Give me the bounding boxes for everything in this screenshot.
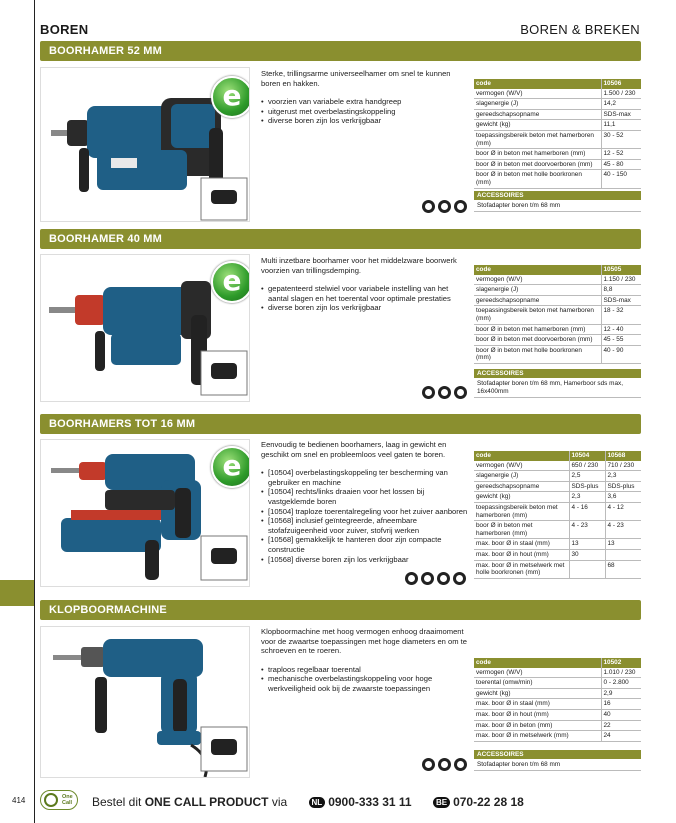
table-row <box>474 306 641 324</box>
spec-value: 40 <box>601 709 641 720</box>
spec-value: 16 <box>601 699 641 710</box>
intro-text: Sterke, trillingsarme universeelhamer om snel te kunnen boren en hakken. <box>261 69 451 88</box>
spec-label: slagenergie (J) <box>474 99 601 110</box>
section-title-boorhamer-52: BOORHAMER 52 MM <box>40 41 641 61</box>
spec-value: 2,9 <box>601 688 641 699</box>
ear-protection-icon <box>438 200 451 213</box>
spec-header-code: 10505 <box>601 265 641 275</box>
feature-item: • traploos regelbaar toerental <box>261 665 471 675</box>
accessoires-header: ACCESSOIRES <box>474 750 641 759</box>
logo-text-top: One <box>62 794 73 800</box>
table-row <box>474 731 641 742</box>
spec-value: SDS-plus <box>605 481 641 492</box>
spec-label: gewicht (kg) <box>474 120 601 131</box>
spec-value: 12 - 40 <box>601 324 641 335</box>
spec-table-boorhamer-52 <box>474 79 641 189</box>
spec-header-code: 10506 <box>601 79 641 89</box>
spec-value: 4 - 23 <box>569 521 605 539</box>
table-row <box>474 668 641 678</box>
accessoires-header: ACCESSOIRES <box>474 369 641 378</box>
description-boorhamers-16 <box>261 440 471 564</box>
order-suffix: via <box>271 795 288 809</box>
description-klopboormachine <box>261 627 471 694</box>
table-row <box>474 471 641 482</box>
feature-item: • mechanische overbelastingskoppeling voor hoge werkveiligheid ook bij de zwaarste toepassingen <box>261 674 471 693</box>
spec-table-klopboormachine <box>474 658 641 742</box>
safety-glasses-icon <box>454 758 467 771</box>
spec-label: max. boor Ø in metselwerk met holle boorkronen (mm) <box>474 560 569 578</box>
spec-label: gereedschapsopname <box>474 295 601 306</box>
spec-label: boor Ø in beton met holle boorkronen (mm) <box>474 345 601 363</box>
ear-protection-icon <box>437 572 450 585</box>
table-row <box>474 130 641 148</box>
section-title-boorhamer-40: BOORHAMER 40 MM <box>40 229 641 249</box>
spec-label: slagenergie (J) <box>474 285 601 296</box>
spec-value: 45 - 55 <box>601 335 641 346</box>
spec-table-boorhamer-40 <box>474 265 641 364</box>
spec-value: 40 - 150 <box>601 170 641 188</box>
table-row <box>474 345 641 363</box>
table-row <box>474 285 641 296</box>
impact-drill-drawing <box>41 627 250 778</box>
side-tab-marker <box>0 580 34 606</box>
spec-value: 2,3 <box>605 471 641 482</box>
eco-badge-icon: e <box>211 446 250 488</box>
spec-label: vermogen (W/V) <box>474 275 601 285</box>
table-row <box>474 720 641 731</box>
spec-label: max. boor Ø in staal (mm) <box>474 699 601 710</box>
eco-badge-icon: e <box>211 76 250 118</box>
table-row <box>474 709 641 720</box>
spec-value: 3,6 <box>605 492 641 503</box>
spec-header-label: code <box>474 265 601 275</box>
spec-value: SDS-max <box>601 295 641 306</box>
ppe-icons <box>405 572 466 585</box>
page-title: BOREN <box>40 22 89 37</box>
ppe-icons <box>422 200 467 213</box>
spec-label: boor Ø in beton met doorvoerboren (mm) <box>474 159 601 170</box>
page-number: 414 <box>12 796 26 805</box>
spec-label: toepassingsbereik beton met hamerboren (mm) <box>474 306 601 324</box>
spec-value: 4 - 12 <box>605 502 641 520</box>
spec-value: 0 - 2.800 <box>601 678 641 689</box>
spec-value: 8,8 <box>601 285 641 296</box>
table-row <box>474 699 641 710</box>
spec-value: 12 - 52 <box>601 149 641 160</box>
table-row <box>474 560 641 578</box>
feature-item: • uitgerust met overbelastingskoppeling <box>261 107 471 117</box>
spec-value: 1.500 / 230 <box>601 89 641 99</box>
table-row <box>474 481 641 492</box>
left-margin-line <box>34 0 35 823</box>
nl-phone-number[interactable]: 0900-333 31 11 <box>328 795 412 809</box>
logo-text-bottom: Call <box>62 800 73 806</box>
spec-table-boorhamers-16 <box>474 451 641 579</box>
spec-label: boor Ø in beton met doorvoerboren (mm) <box>474 335 601 346</box>
feature-list <box>261 468 471 564</box>
dust-mask-icon <box>405 572 418 585</box>
table-row <box>474 109 641 120</box>
eco-badge-icon: e <box>211 261 250 303</box>
spec-header-code: 10502 <box>601 658 641 668</box>
feature-list <box>261 284 471 313</box>
spec-label: vermogen (W/V) <box>474 461 569 471</box>
spec-value <box>605 549 641 560</box>
spec-label: max. boor Ø in metselwerk (mm) <box>474 731 601 742</box>
one-call-logo <box>40 790 78 810</box>
feature-item: • [10504] overbelastingskoppeling ter bescherming van gebruiker en machine <box>261 468 471 487</box>
spec-value: 1.010 / 230 <box>601 668 641 678</box>
table-row <box>474 170 641 188</box>
feature-item: • [10504] rechts/links draaien voor het lossen bij vastgeklemde boren <box>261 487 471 506</box>
safety-gloves-icon <box>422 200 435 213</box>
accessoires-text: Stofadapter boren t/m 68 mm, Hamerboor sds max, 16x400mm <box>474 379 641 398</box>
table-row <box>474 678 641 689</box>
feature-item: • [10504] traploze toerentalregeling voor het zuiver aanboren <box>261 507 471 517</box>
spec-value: 2,3 <box>569 492 605 503</box>
spec-value: 4 - 23 <box>605 521 641 539</box>
be-country-badge: BE <box>433 797 450 808</box>
spec-value: SDS-max <box>601 109 641 120</box>
spec-value <box>569 560 605 578</box>
spec-label: toepassingsbereik beton met hamerboren (mm) <box>474 130 601 148</box>
one-call-logo-icon <box>44 793 58 807</box>
table-row <box>474 99 641 110</box>
spec-header-code: 10568 <box>605 451 641 461</box>
section-title-boorhamers-16: BOORHAMERS TOT 16 MM <box>40 414 641 434</box>
be-phone-number[interactable]: 070-22 28 18 <box>453 795 524 809</box>
spec-value: 14,2 <box>601 99 641 110</box>
section-title-klopboormachine: KLOPBOORMACHINE <box>40 600 641 620</box>
spec-header-row <box>474 79 641 89</box>
ear-protection-icon <box>438 758 451 771</box>
feature-item: • diverse boren zijn los verkrijgbaar <box>261 303 471 313</box>
spec-label: max. boor Ø in hout (mm) <box>474 549 569 560</box>
spec-value: 68 <box>605 560 641 578</box>
spec-value: 40 - 90 <box>601 345 641 363</box>
spec-label: vermogen (W/V) <box>474 668 601 678</box>
product-photo-klopboormachine <box>40 626 250 778</box>
spec-value: 2,5 <box>569 471 605 482</box>
spec-header-row <box>474 265 641 275</box>
spec-value: 24 <box>601 731 641 742</box>
description-boorhamer-40 <box>261 256 471 313</box>
spec-label: boor Ø in beton met holle boorkronen (mm) <box>474 170 601 188</box>
accessoires-header: ACCESSOIRES <box>474 191 641 200</box>
spec-label: vermogen (W/V) <box>474 89 601 99</box>
table-row <box>474 539 641 550</box>
intro-text: Klopboormachine met hoog vermogen enhoog draaimoment voor de zwaartse toepassingen met hoge diameters en om te schroeven en te roeren. <box>261 627 467 656</box>
spec-value: 710 / 230 <box>605 461 641 471</box>
intro-text: Eenvoudig te bedienen boorhamers, laag in gewicht en geschikt om snel en probleemloos veel gaten te boren. <box>261 440 447 459</box>
product-photo-boorhamer-52 <box>40 67 250 222</box>
table-row <box>474 324 641 335</box>
table-row <box>474 275 641 285</box>
spec-label: gereedschapsopname <box>474 481 569 492</box>
ppe-icons <box>422 386 467 399</box>
order-product: ONE CALL PRODUCT <box>144 795 269 809</box>
spec-label: toerental (omw/min) <box>474 678 601 689</box>
safety-glasses-icon <box>454 386 467 399</box>
safety-gloves-icon <box>422 386 435 399</box>
ear-protection-icon <box>438 386 451 399</box>
spec-label: boor Ø in beton met hamerboren (mm) <box>474 521 569 539</box>
nl-country-badge: NL <box>309 797 326 808</box>
spec-header-row <box>474 658 641 668</box>
table-row <box>474 89 641 99</box>
product-photo-boorhamers-16 <box>40 439 250 587</box>
spec-value: 4 - 16 <box>569 502 605 520</box>
spec-label: gewicht (kg) <box>474 492 569 503</box>
intro-text: Multi inzetbare boorhamer voor het middelzware boorwerk voorzien van trillingsdemping. <box>261 256 457 275</box>
spec-header-label: code <box>474 79 601 89</box>
order-prefix: Bestel dit <box>92 795 142 809</box>
accessoires-text: Stofadapter boren t/m 68 mm <box>474 201 641 212</box>
spec-label: boor Ø in beton met hamerboren (mm) <box>474 324 601 335</box>
table-row <box>474 120 641 131</box>
spec-value: 30 <box>569 549 605 560</box>
feature-item: • [10568] gemakkelijk te hanteren door zijn compacte constructie <box>261 535 471 554</box>
safety-gloves-icon <box>422 758 435 771</box>
safety-glasses-icon <box>454 200 467 213</box>
spec-value: 1.150 / 230 <box>601 275 641 285</box>
spec-label: boor Ø in beton met hamerboren (mm) <box>474 149 601 160</box>
table-row <box>474 461 641 471</box>
order-line <box>92 795 524 809</box>
spec-value: 30 - 52 <box>601 130 641 148</box>
accessoires-text: Stofadapter boren t/m 68 mm <box>474 760 641 771</box>
spec-label: max. boor Ø in beton (mm) <box>474 720 601 731</box>
spec-value: 45 - 80 <box>601 159 641 170</box>
spec-value: 13 <box>569 539 605 550</box>
product-photo-boorhamer-40 <box>40 254 250 402</box>
table-row <box>474 502 641 520</box>
page-category: BOREN & BREKEN <box>520 22 640 37</box>
table-row <box>474 549 641 560</box>
spec-label: gewicht (kg) <box>474 688 601 699</box>
feature-list <box>261 97 471 126</box>
spec-header-code: 10504 <box>569 451 605 461</box>
table-row <box>474 295 641 306</box>
table-row <box>474 492 641 503</box>
table-row <box>474 521 641 539</box>
table-row <box>474 688 641 699</box>
feature-item: • [10568] diverse boren zijn los verkrijgbaar <box>261 555 471 565</box>
table-row <box>474 149 641 160</box>
spec-value: 650 / 230 <box>569 461 605 471</box>
safety-gloves-icon <box>421 572 434 585</box>
feature-item: • [10568] inclusief geïntegreerde, afneembare stofafzuigeenheid voor zuiver, stofvrij werken <box>261 516 471 535</box>
safety-glasses-icon <box>453 572 466 585</box>
table-row <box>474 335 641 346</box>
spec-value: 11,1 <box>601 120 641 131</box>
spec-label: max. boor Ø in staal (mm) <box>474 539 569 550</box>
ppe-icons <box>422 758 467 771</box>
table-row <box>474 159 641 170</box>
spec-value: 13 <box>605 539 641 550</box>
spec-label: slagenergie (J) <box>474 471 569 482</box>
feature-item: • diverse boren zijn los verkrijgbaar <box>261 116 471 126</box>
spec-value: 18 - 32 <box>601 306 641 324</box>
spec-header-label: code <box>474 658 601 668</box>
description-boorhamer-52 <box>261 69 471 126</box>
spec-value: 22 <box>601 720 641 731</box>
spec-header-label: code <box>474 451 569 461</box>
spec-label: gereedschapsopname <box>474 109 601 120</box>
spec-label: toepassingsbereik beton met hamerboren (mm) <box>474 502 569 520</box>
spec-header-row <box>474 451 641 461</box>
spec-label: max. boor Ø in hout (mm) <box>474 709 601 720</box>
feature-item: • gepatenteerd stelwiel voor variabele instelling van het aantal slagen en het toerental voor optimale prestaties <box>261 284 471 303</box>
feature-list <box>261 665 471 694</box>
feature-item: • voorzien van variabele extra handgreep <box>261 97 471 107</box>
spec-value: SDS-plus <box>569 481 605 492</box>
